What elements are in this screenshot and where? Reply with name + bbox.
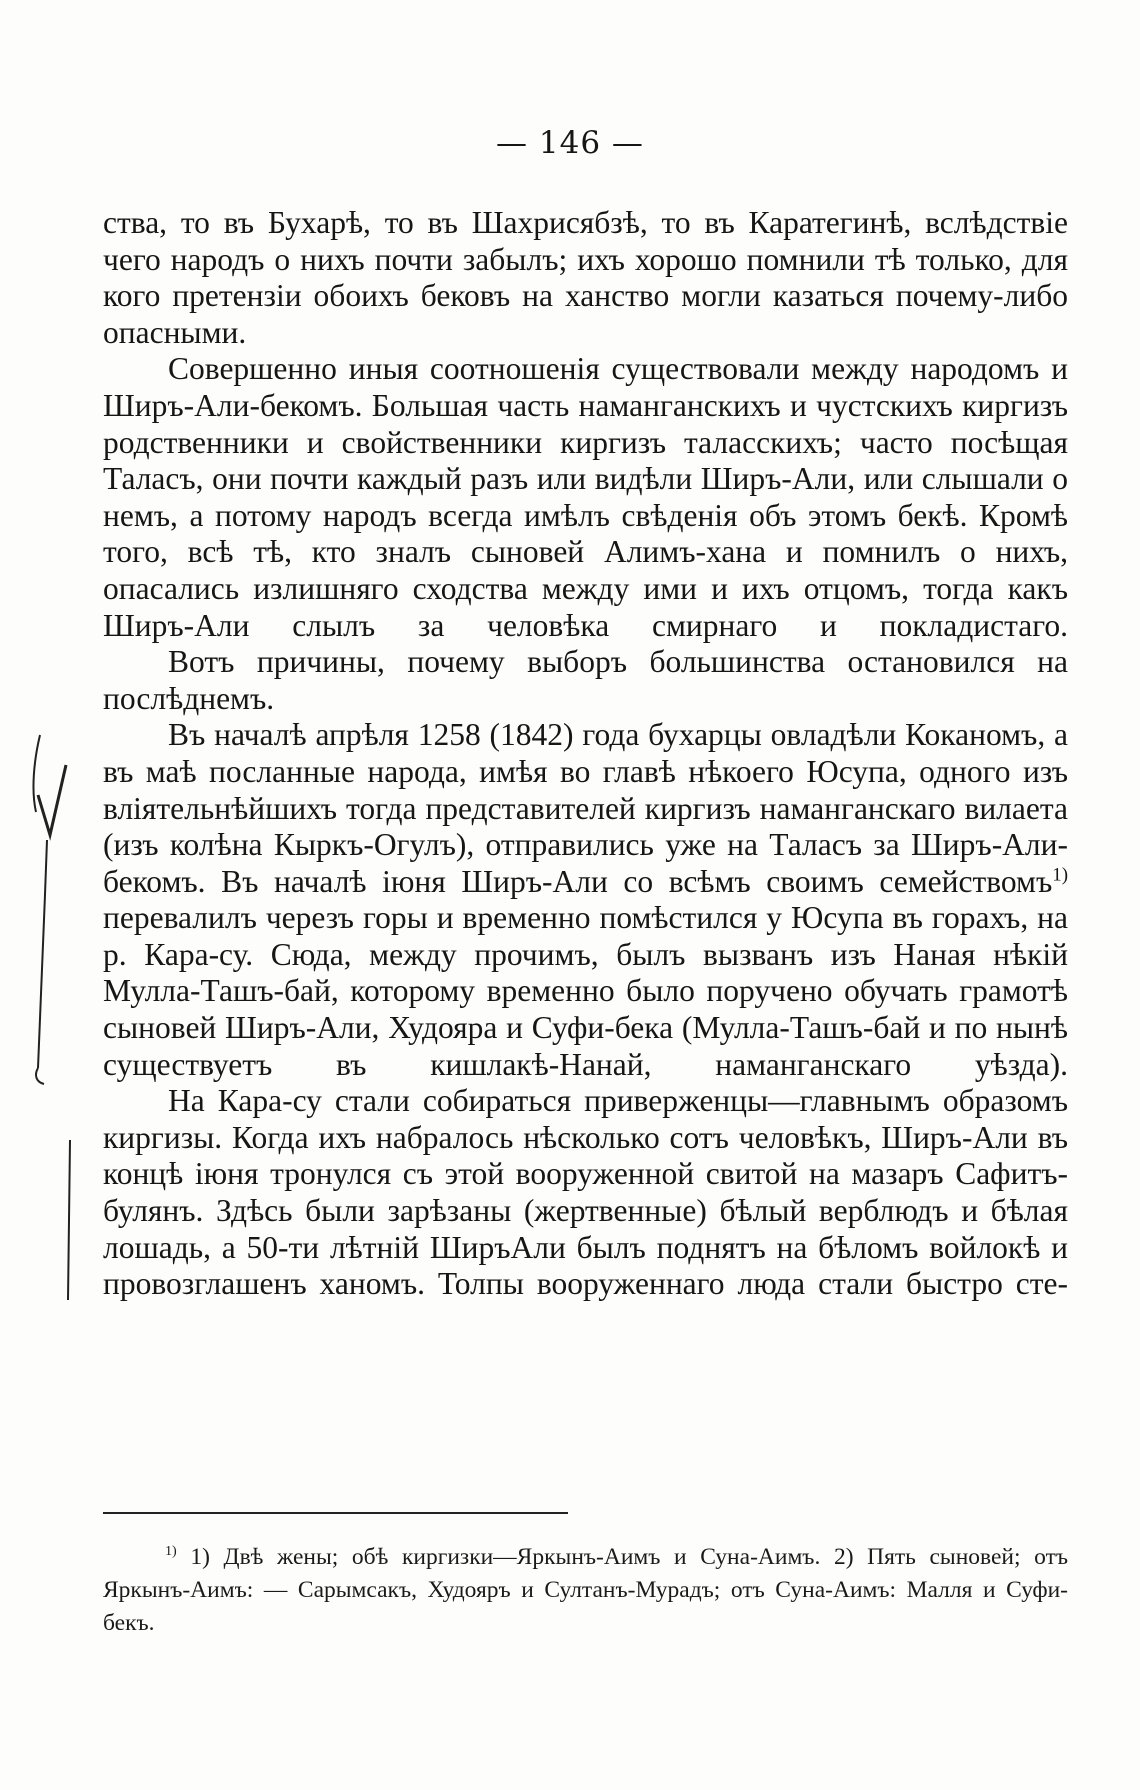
handwritten-margin-marks xyxy=(0,0,120,1790)
main-text xyxy=(103,205,1068,1303)
margin-hook-mark xyxy=(36,1068,44,1084)
footnote-block xyxy=(103,1541,1068,1640)
paragraph-4 xyxy=(103,717,1068,1083)
footnote-1 xyxy=(103,1541,1068,1640)
paragraph-3-text: Вотъ причины, почему выборъ большинства остановился на послѣднемъ. xyxy=(103,644,1068,716)
paragraph-5 xyxy=(103,1083,1068,1303)
margin-check-mark xyxy=(38,765,66,835)
paragraph-4-text: Въ началѣ апрѣля 1258 (1842) года бухарцы овладѣли Коканомъ, а въ маѣ посланные народа, имѣя во главѣ нѣкоего Юсупа, одного изъ вліятельнѣйшихъ тогда представителей киргизъ наманганскаго вилаета (изъ колѣна Кыркъ-Огулъ), отправились уже на Таласъ за Ширъ-Али-бекомъ. Въ началѣ іюня Ширъ-Али со всѣмъ своимъ семействомъ xyxy=(103,717,1068,899)
page-number: — 146 — xyxy=(496,125,644,161)
margin-bracket-mark xyxy=(33,735,40,812)
footnote-reference: 1) xyxy=(1052,864,1068,886)
paragraph-2 xyxy=(103,351,1068,644)
paragraph-5-text: На Кара-су стали собираться приверженцы—главнымъ образомъ киргизы. Когда ихъ набралось нѣсколько сотъ человѣкъ, Ширъ-Али въ концѣ іюня тронулся съ этой вооруженной свитой на мазаръ Сафитъ-булянъ. Здѣсь были зарѣзаны (жертвенные) бѣлый верблюдъ и бѣлая лошадь, а 50-ти лѣтній ШиръАли былъ поднятъ на бѣломъ войлокѣ и провозглашенъ ханомъ. Толпы вооруженнаго люда стали быстро сте- xyxy=(103,1083,1068,1302)
paragraph-4-text-after: перевалилъ черезъ горы и временно помѣстился у Юсупа въ горахъ, на р. Кара-су. Сюда, между прочимъ, былъ вызванъ изъ Наная нѣкій Мулла-Ташъ-бай, которому временно было поручено обучать грамотѣ сыновей Ширъ-Али, Худояра и Суфи-бека (Мулла-Ташъ-бай и по нынѣ существуетъ въ кишлакѣ-Нанай, наманганскаго уѣзда). xyxy=(103,900,1068,1082)
margin-vertical-line-1 xyxy=(38,840,47,1068)
footnote-divider xyxy=(103,1512,568,1514)
footnote-1-text: 1) Двѣ жены; обѣ киргизки—Яркынъ-Аимъ и Суна-Аимъ. 2) Пять сыновей; отъ Яркынъ-Аимъ: — Сарымсакъ, Худояръ и Султанъ-Мурадъ; отъ Суна-Аимъ: Малля и Суфи-бекъ. xyxy=(103,1544,1068,1636)
paragraph-3 xyxy=(103,644,1068,717)
paragraph-2-text: Совершенно иныя соотношенія существовали между народомъ и Ширъ-Али-бекомъ. Большая часть наманганскихъ и чустскихъ киргизъ родственники и свойственники киргизъ таласскихъ; часто посѣщая Таласъ, они почти каждый разъ или видѣли Ширъ-Али, или слышали о немъ, а потому народъ всегда имѣлъ свѣденія объ этомъ бекѣ. Кромѣ того, всѣ тѣ, кто зналъ сыновей Алимъ-хана и помнилъ о нихъ, опасались излишняго сходства между ими и ихъ отцомъ, тогда какъ Ширъ-Али слылъ за человѣка смирнаго и покладистаго. xyxy=(103,351,1068,643)
footnote-marker: 1) xyxy=(165,1543,177,1560)
paragraph-1-text: ства, то въ Бухарѣ, то въ Шахрисябзѣ, то въ Каратегинѣ, вслѣдствіе чего народъ о нихъ почти забылъ; ихъ хорошо помнили тѣ только, для кого претензіи обоихъ бековъ на ханство могли казаться почему-либо опасными. xyxy=(103,205,1068,350)
paragraph-1 xyxy=(103,205,1068,351)
margin-vertical-line-2 xyxy=(68,1140,70,1300)
